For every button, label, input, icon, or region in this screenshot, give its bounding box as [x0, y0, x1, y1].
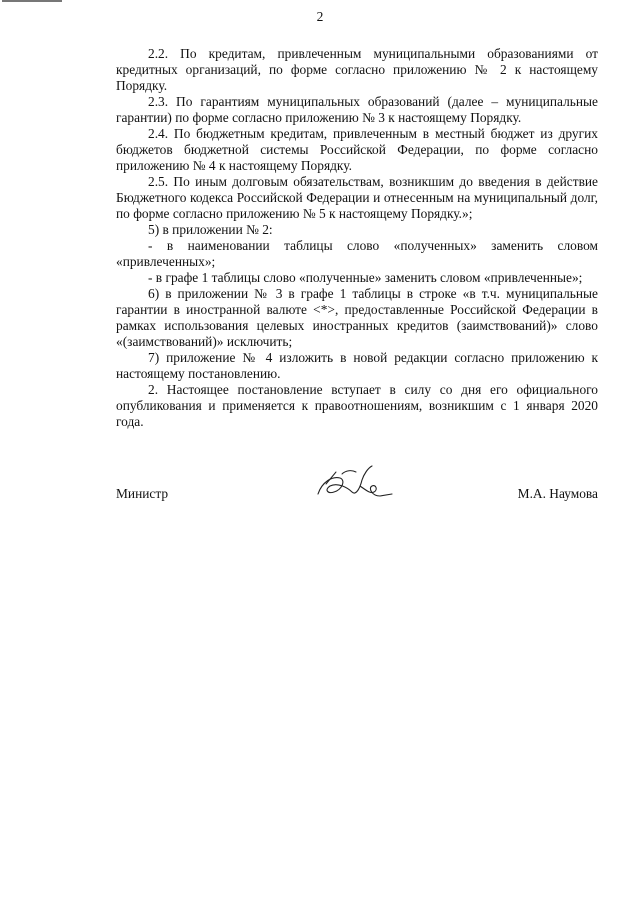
scan-edge-mark	[2, 0, 62, 2]
signatory-title: Министр	[116, 486, 169, 501]
paragraph-2-3: 2.3. По гарантиям муниципальных образований (далее – муниципальные гарантии) по форме согласно приложению № 3 к настоящему Порядку.	[116, 94, 598, 125]
signature-block	[116, 480, 598, 516]
page-number: 2	[316, 9, 324, 24]
paragraph-clause-2: 2. Настоящее постановление вступает в силу со дня его официального опубликования и применяется к правоотношениям, возникшим с 1 января 2020 года.	[116, 382, 598, 429]
paragraph-item-5-dash-1: - в наименовании таблицы слово «полученных» заменить словом «привлеченных»;	[116, 238, 598, 269]
document-body	[116, 46, 598, 430]
paragraph-item-5: 5) в приложении № 2:	[148, 222, 273, 237]
signatory-name: М.А. Наумова	[517, 486, 598, 501]
paragraph-2-5: 2.5. По иным долговым обязательствам, возникшим до введения в действие Бюджетного кодекса Российской Федерации и отнесенным на муниципальный долг, по форме согласно приложению № 5 к настоящему Порядку.»;	[116, 174, 598, 221]
paragraph-item-6: 6) в приложении № 3 в графе 1 таблицы в строке «в т.ч. муниципальные гарантии в иностранной валюте <*>, предоставленные Российской Федерации в рамках использования целевых иностранных кредитов (заимствований)» слово «(заимствований)» исключить;	[116, 286, 598, 349]
handwritten-signature	[312, 464, 402, 508]
paragraph-item-5-dash-2: - в графе 1 таблицы слово «полученные» заменить словом «привлеченные»;	[148, 270, 583, 285]
paragraph-2-4: 2.4. По бюджетным кредитам, привлеченным в местный бюджет из других бюджетов бюджетной системы Российской Федерации, по форме согласно приложению № 4 к настоящему Порядку.	[116, 126, 598, 173]
paragraph-2-2: 2.2. По кредитам, привлеченным муниципальными образованиями от кредитных организаций, по форме согласно приложению № 2 к настоящему Порядку.	[116, 46, 598, 93]
paragraph-item-7: 7) приложение № 4 изложить в новой редакции согласно приложению к настоящему постановлению.	[116, 350, 598, 381]
